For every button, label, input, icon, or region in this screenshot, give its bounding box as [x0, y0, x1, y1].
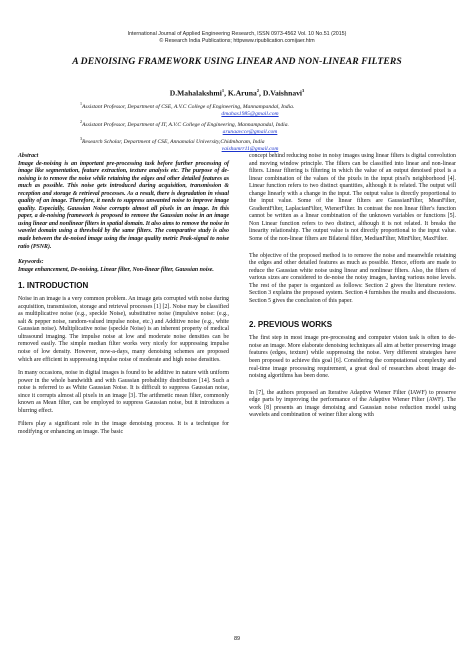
paragraph: In many occasions, noise in digital images is found to be additive in nature with uniform power in the whole bandwidth and with Gaussian probability distribution [14]. Such a noise is referred to as White Gaussian Noise. It is difficult to suppress Gaussian noise, since it corrupts almost all pixels in an image [3]. The arithmetic mean filter, commonly known as Mean filter, can be employed to suppress Gaussian noise, but it introduces a blurring effect. [18, 370, 229, 414]
left-column [18, 153, 229, 443]
affiliation-text: Assistant Professor, Department of IT, A.V.C College of Engineering, Mannampandal, India. [82, 121, 289, 128]
affiliation-sup: 2 [80, 119, 82, 124]
author-name: K.Aruna [227, 88, 257, 98]
journal-header [0, 31, 474, 45]
abstract-heading: Abstract [18, 153, 39, 159]
author-name: D.Mahalakshmi [169, 88, 222, 98]
affiliation [80, 100, 420, 118]
paragraph: concept behind reducing noise in noisy images using linear filters is digital convolution and moving window principle. The filters can be classified into linear and non-linear filters. Linear filtering is filtering in which the value of an output denoised pixel is a linear combination of the values of the pixels in the input pixel's neighborhood [4]. Linear function refers to two distinct quantities, although it is related. The output will change linearly with a change in the input. The output value is directly proportional to the input value. Some of the linear filters are GaussianFilter, MeanFilter, GradientFilter, LaplacianFilter, WienerFilter. In contrast the non linear filter's function cannot be written as a linear combination of the unknown variables or functions [5]. Non Linear function refers to two distinct, although it is not related. It breaks the linearity relationship. The output value is not directly proportional to the input value. Some of the non-linear filters are Bilateral filter, MedianFilter, MinFilter, MaxFilter. [249, 153, 456, 243]
author-sup: 3 [302, 88, 305, 93]
keywords-body: Image enhancement, De-noising, Linear filter, Non-linear filter, Gaussian noise. [18, 266, 214, 273]
keywords-heading: Keywords: [18, 259, 44, 266]
right-column [249, 153, 456, 426]
abstract-body: Image de-noising is an important pre-processing task before further processing of image like segmentation, feature extraction, texture analysis etc. The purpose of de-noising is to remove the noise while retaining the edges and other detailed features as much as possible. This noise gets introduced during acquisition, transmission & reception and storage & retrieval processes. As a result, there is degradation in visual quality of an image. Therefore, it needs to suppress unwanted noise to improve image quality. Especially, Gaussian Noise corrupts almost all pixels in an image. In this paper, a de-noising framework is proposed to remove the Gaussian noise in an image using linear and nonlinear filters in spatial domain. It also aims to remove the noise in wavelet domain using a threshold by the same filters. The comparative study is also made between the de-noised image using the image quality metric Peak-signal to noise ratio (PSNR). [18, 160, 229, 250]
author-sup: 1 [221, 88, 225, 93]
affiliation-sup: 1 [80, 101, 82, 106]
affiliation-sup: 3 [80, 136, 82, 141]
journal-header-line2: © Research India Publications; httpwww.ripublication.comijaer.htm [159, 38, 315, 44]
author-name: D.Vaishnavi [262, 88, 303, 98]
paragraph: In [7], the authors proposed an Iterative Adaptive Wiener Filter (IAWF) to preserve edge parts by improving the performance of the Adaptive Wiener Filter (AWF). The work [8] presents an image denoising and Gaussian noise reduction model using wavelets and combination of weiner filter along with [249, 389, 456, 419]
affiliation-text: Research Scholar, Department of CSE, Annamalai University,Chidmbaram, India [82, 138, 265, 145]
author-list: D.Mahalakshmi$^1$, K.Aruna$^2$, D.Vaishnavi$^3$ [169, 88, 305, 98]
affiliation [80, 135, 420, 153]
section-heading: 1. INTRODUCTION [18, 281, 89, 291]
email-link[interactable]: vaishumrr11@gmail.com [221, 145, 279, 152]
paper-title: A DENOISING FRAMEWORK USING LINEAR AND NON-LINEAR FILTERS [72, 56, 402, 67]
paragraph: The first step in most image pre-processing and computer vision task is often to de-noise an image. More elaborate denoising techniques all aim at better preserving image features (edges, texture) while suppressing the noise. Very different strategies have been proposed to achieve this goal [6]. Considering the computational complexity and real-time image processing requirement, a great deal of researches about image de-noising algorithms has been done. [249, 335, 456, 380]
page-number: 89 [233, 636, 241, 642]
email-link[interactable]: arunaavcce@gmail.com [222, 128, 278, 135]
email-link[interactable]: dmahas1985@gmail.com [221, 110, 279, 117]
paragraph: The objective of the proposed method is to remove the noise and meanwhile retaining the edges and other detailed features as much as possible. Hence, efforts are made to reduce the Gaussian white noise using linear and nonlinear filters. Also, the filters of various sizes are considered to de-noise the noisy images, having various noise levels. The rest of the paper is organized as follows: Section 2 gives the literature review. Section 3 explains the proposed system. Section 4 furnishes the results and discussions. Section 5 gives the conclusion of this paper. [249, 252, 456, 304]
paragraph: Noise in an image is a very common problem. An image gets corrupted with noise during acquisition, transmission, storage and retrieval processes [1] [2]. Noise may be classified as multiplicative noise (e.g., speckle Noise), substitutive noise (impulsive noise: (e.g., salt & pepper noise, random-valued impulse noise, etc.) and Additive noise (e.g., white Gaussian noise). Multiplicative noise (speckle Noise) is an inherent property of medical ultrasound imaging. The impulse noise at low and moderate noise densities can be removed easily. The simple median filter works very nicely for suppressing impulse noise of low density. However, now-a-days, many denoising schemes are proposed which are efficient in suppressing impulse noise of moderate and high noise densities. [18, 296, 229, 363]
affiliation-text: Assistant Professor, Department of CSE, A.V.C College of Engineering, Mannampandal, India. [82, 103, 295, 110]
author-sup: 2 [256, 88, 260, 93]
section-heading: 2. PREVIOUS WORKS [249, 320, 333, 330]
journal-header-line1: International Journal of Applied Engineering Research, ISSN 0973-4562 Vol. 10 No.51 (2015) [127, 31, 347, 37]
affiliation [80, 118, 420, 136]
paragraph: Filters play a significant role in the image denoising process. It is a technique for modifying or enhancing an image. The basic [18, 421, 229, 435]
